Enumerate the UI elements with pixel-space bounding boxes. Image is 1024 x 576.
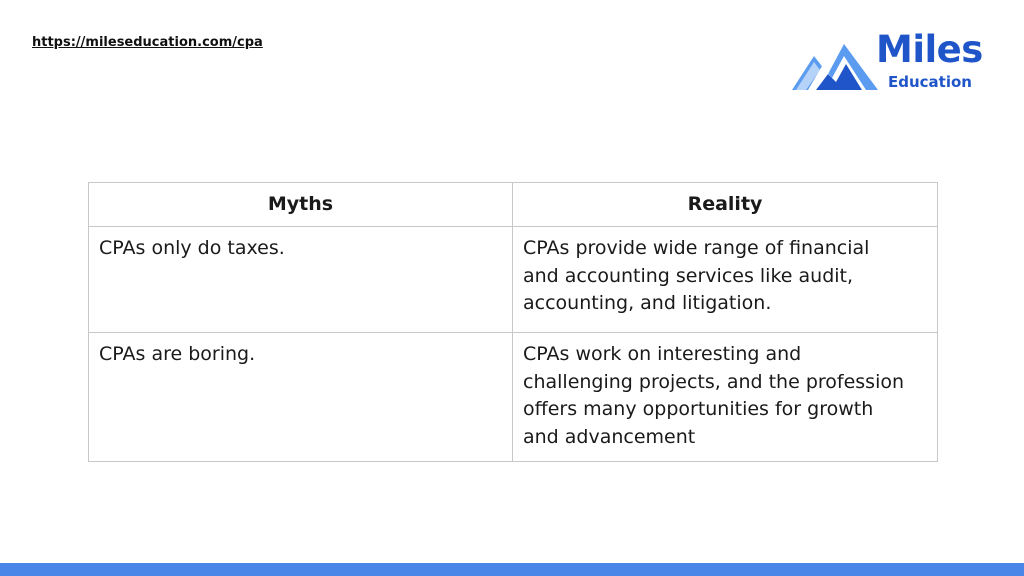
footer-accent-bar xyxy=(0,563,1024,576)
table-row xyxy=(89,227,938,333)
logo-subtitle: Education xyxy=(888,73,972,91)
reality-cell: CPAs work on interesting and challenging projects, and the profession offers many opportunities for growth and advancement xyxy=(513,333,938,462)
myth-cell: CPAs are boring. xyxy=(89,333,513,462)
myths-reality-table xyxy=(88,182,938,462)
column-header-reality: Reality xyxy=(513,183,938,227)
miles-education-logo xyxy=(792,30,982,92)
mountain-logo-icon xyxy=(792,34,878,90)
source-url[interactable]: https://mileseducation.com/cpa xyxy=(32,35,263,50)
myth-cell: CPAs only do taxes. xyxy=(89,227,513,333)
table-header-row xyxy=(89,183,938,227)
column-header-myths: Myths xyxy=(89,183,513,227)
reality-cell: CPAs provide wide range of financial and accounting services like audit, accounting, and litigation. xyxy=(513,227,938,333)
table-row xyxy=(89,333,938,462)
logo-wordmark: Miles xyxy=(876,28,983,71)
